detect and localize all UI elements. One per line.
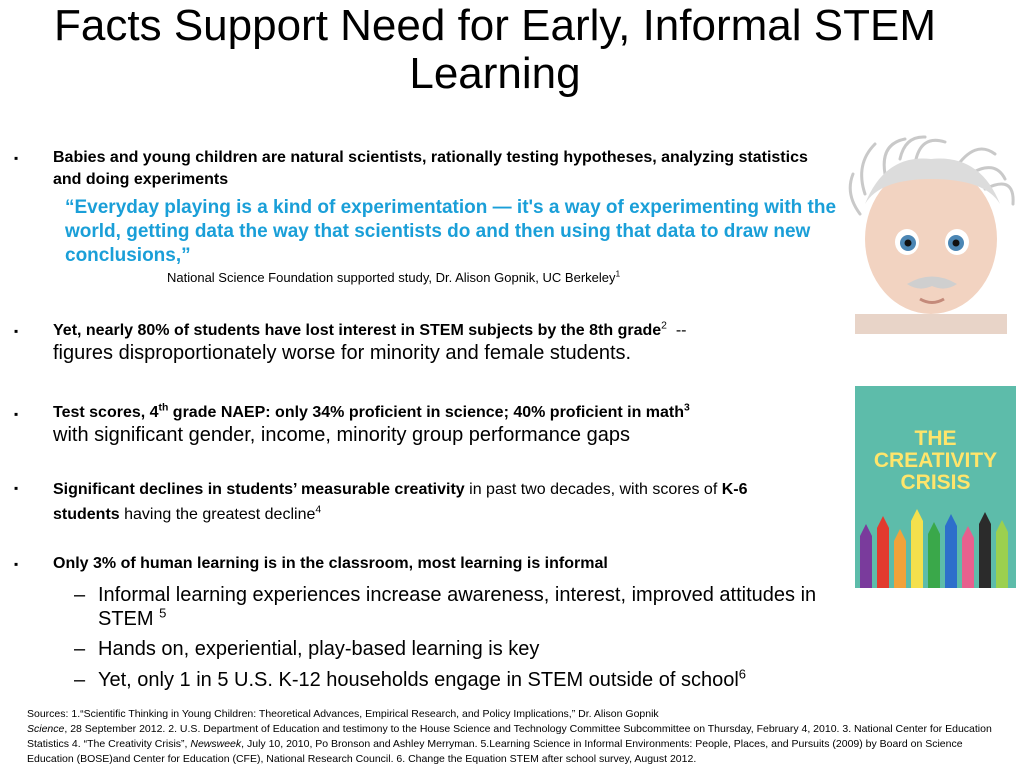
sub-bullet-text xyxy=(98,583,838,631)
ordinal-suffix: th xyxy=(158,402,169,414)
sub-bullet-text: Hands on, experiential, play-based learning is key xyxy=(98,638,540,660)
bullet-marker: ▪ xyxy=(14,324,19,338)
slide-title: Facts Support Need for Early, Informal STEM Learning xyxy=(54,1,936,98)
bullet-informal-learning: Only 3% of human learning is in the classroom, most learning is informal xyxy=(53,555,608,572)
dash-marker: – xyxy=(74,669,86,691)
bullet-bold-text: grade NAEP: only 34% proficient in science; 40% proficient in math xyxy=(168,404,685,421)
bullet-marker: ▪ xyxy=(14,151,19,165)
sources-text: Sources: 1.“Scientific Thinking in Young Children: Theoretical Advances, Empirical Research, and Policy Implications,” Dr. Alison Gopnik xyxy=(27,708,659,720)
creativity-crisis-book-cover xyxy=(855,386,1016,588)
sources-italic: Newsweek xyxy=(190,738,242,750)
sub-text: Informal learning experiences increase awareness, interest, improved attitudes in STEM xyxy=(98,584,817,630)
bullet-detail-text: with significant gender, income, minority group performance gaps xyxy=(53,424,630,446)
bullet-bold-text: Significant declines in students’ measurable creativity xyxy=(53,481,465,498)
bullet-plain-text: having the greatest decline xyxy=(119,506,316,523)
bullet-marker: ▪ xyxy=(14,407,19,421)
bullet-test-scores xyxy=(53,402,843,448)
baby-photo xyxy=(845,134,1017,334)
bullet-stem-interest xyxy=(53,320,843,366)
footnote-ref: 3 xyxy=(684,402,690,414)
bullet-marker: ▪ xyxy=(14,557,19,571)
bullet-bold-text: Yet, nearly 80% of students have lost interest in STEM subjects by the 8th grade xyxy=(53,322,662,339)
bullet-marker: ▪ xyxy=(14,481,19,495)
sources-footnote xyxy=(27,707,992,767)
footnote-ref: 6 xyxy=(738,666,747,682)
footnote-ref: 4 xyxy=(315,504,322,516)
dash-marker: – xyxy=(74,584,86,606)
bullet-babies-scientists: Babies and young children are natural scientists, rationally testing hypotheses, analyzing statistics and doing experiments xyxy=(53,149,808,188)
sub-text: Yet, only 1 in 5 U.S. K-12 households engage in STEM outside of school xyxy=(98,669,739,691)
bullet-detail-text: figures disproportionately worse for minority and female students. xyxy=(53,342,632,364)
quote-attribution xyxy=(167,270,620,286)
gopnik-quote: “Everyday playing is a kind of experimentation — it's a way of experimenting with the world, getting data the way that scientists do and then using that data to draw new conclusions,” xyxy=(65,197,837,266)
sources-text: , July 10, 2010, Po Bronson and Ashley Merryman. 5.Learning Science in Informal Environments: People, Places, and Pursuits (2009) by Board on Science Education (BOSE)and Center for Education (CFE), National Research Council. 6. Change the Equation STEM after school survey, August 2012. xyxy=(27,738,963,765)
bullet-creativity-decline xyxy=(53,477,813,527)
footnote-ref: 2 xyxy=(661,320,667,332)
bullet-plain-text: in past two decades, with scores of xyxy=(464,481,722,498)
footnote-ref: 5 xyxy=(159,605,167,621)
bullet-bold-text: Test scores, 4 xyxy=(53,404,159,421)
sources-text: , 28 September 2012. 2. U.S. Department of Education and testimony to the House Science and Technology Committee Subcommittee on Thursday, February 4, 2010. 3. National Center for Education Statistics 4. “The Creativity Crisis”, xyxy=(27,723,992,750)
crayons-illustration xyxy=(855,506,1016,588)
attribution-text: National Science Foundation supported study, Dr. Alison Gopnik, UC Berkeley xyxy=(167,270,616,285)
bullet-bold-text: K-6 students xyxy=(53,481,748,523)
sub-bullet-text xyxy=(98,668,838,692)
sources-italic: Science xyxy=(27,723,65,735)
dash-marker: – xyxy=(74,638,86,660)
footnote-ref: 1 xyxy=(615,268,621,279)
dash-text: -- xyxy=(666,322,687,339)
book-title: THE CREATIVITY CRISIS xyxy=(873,427,998,494)
